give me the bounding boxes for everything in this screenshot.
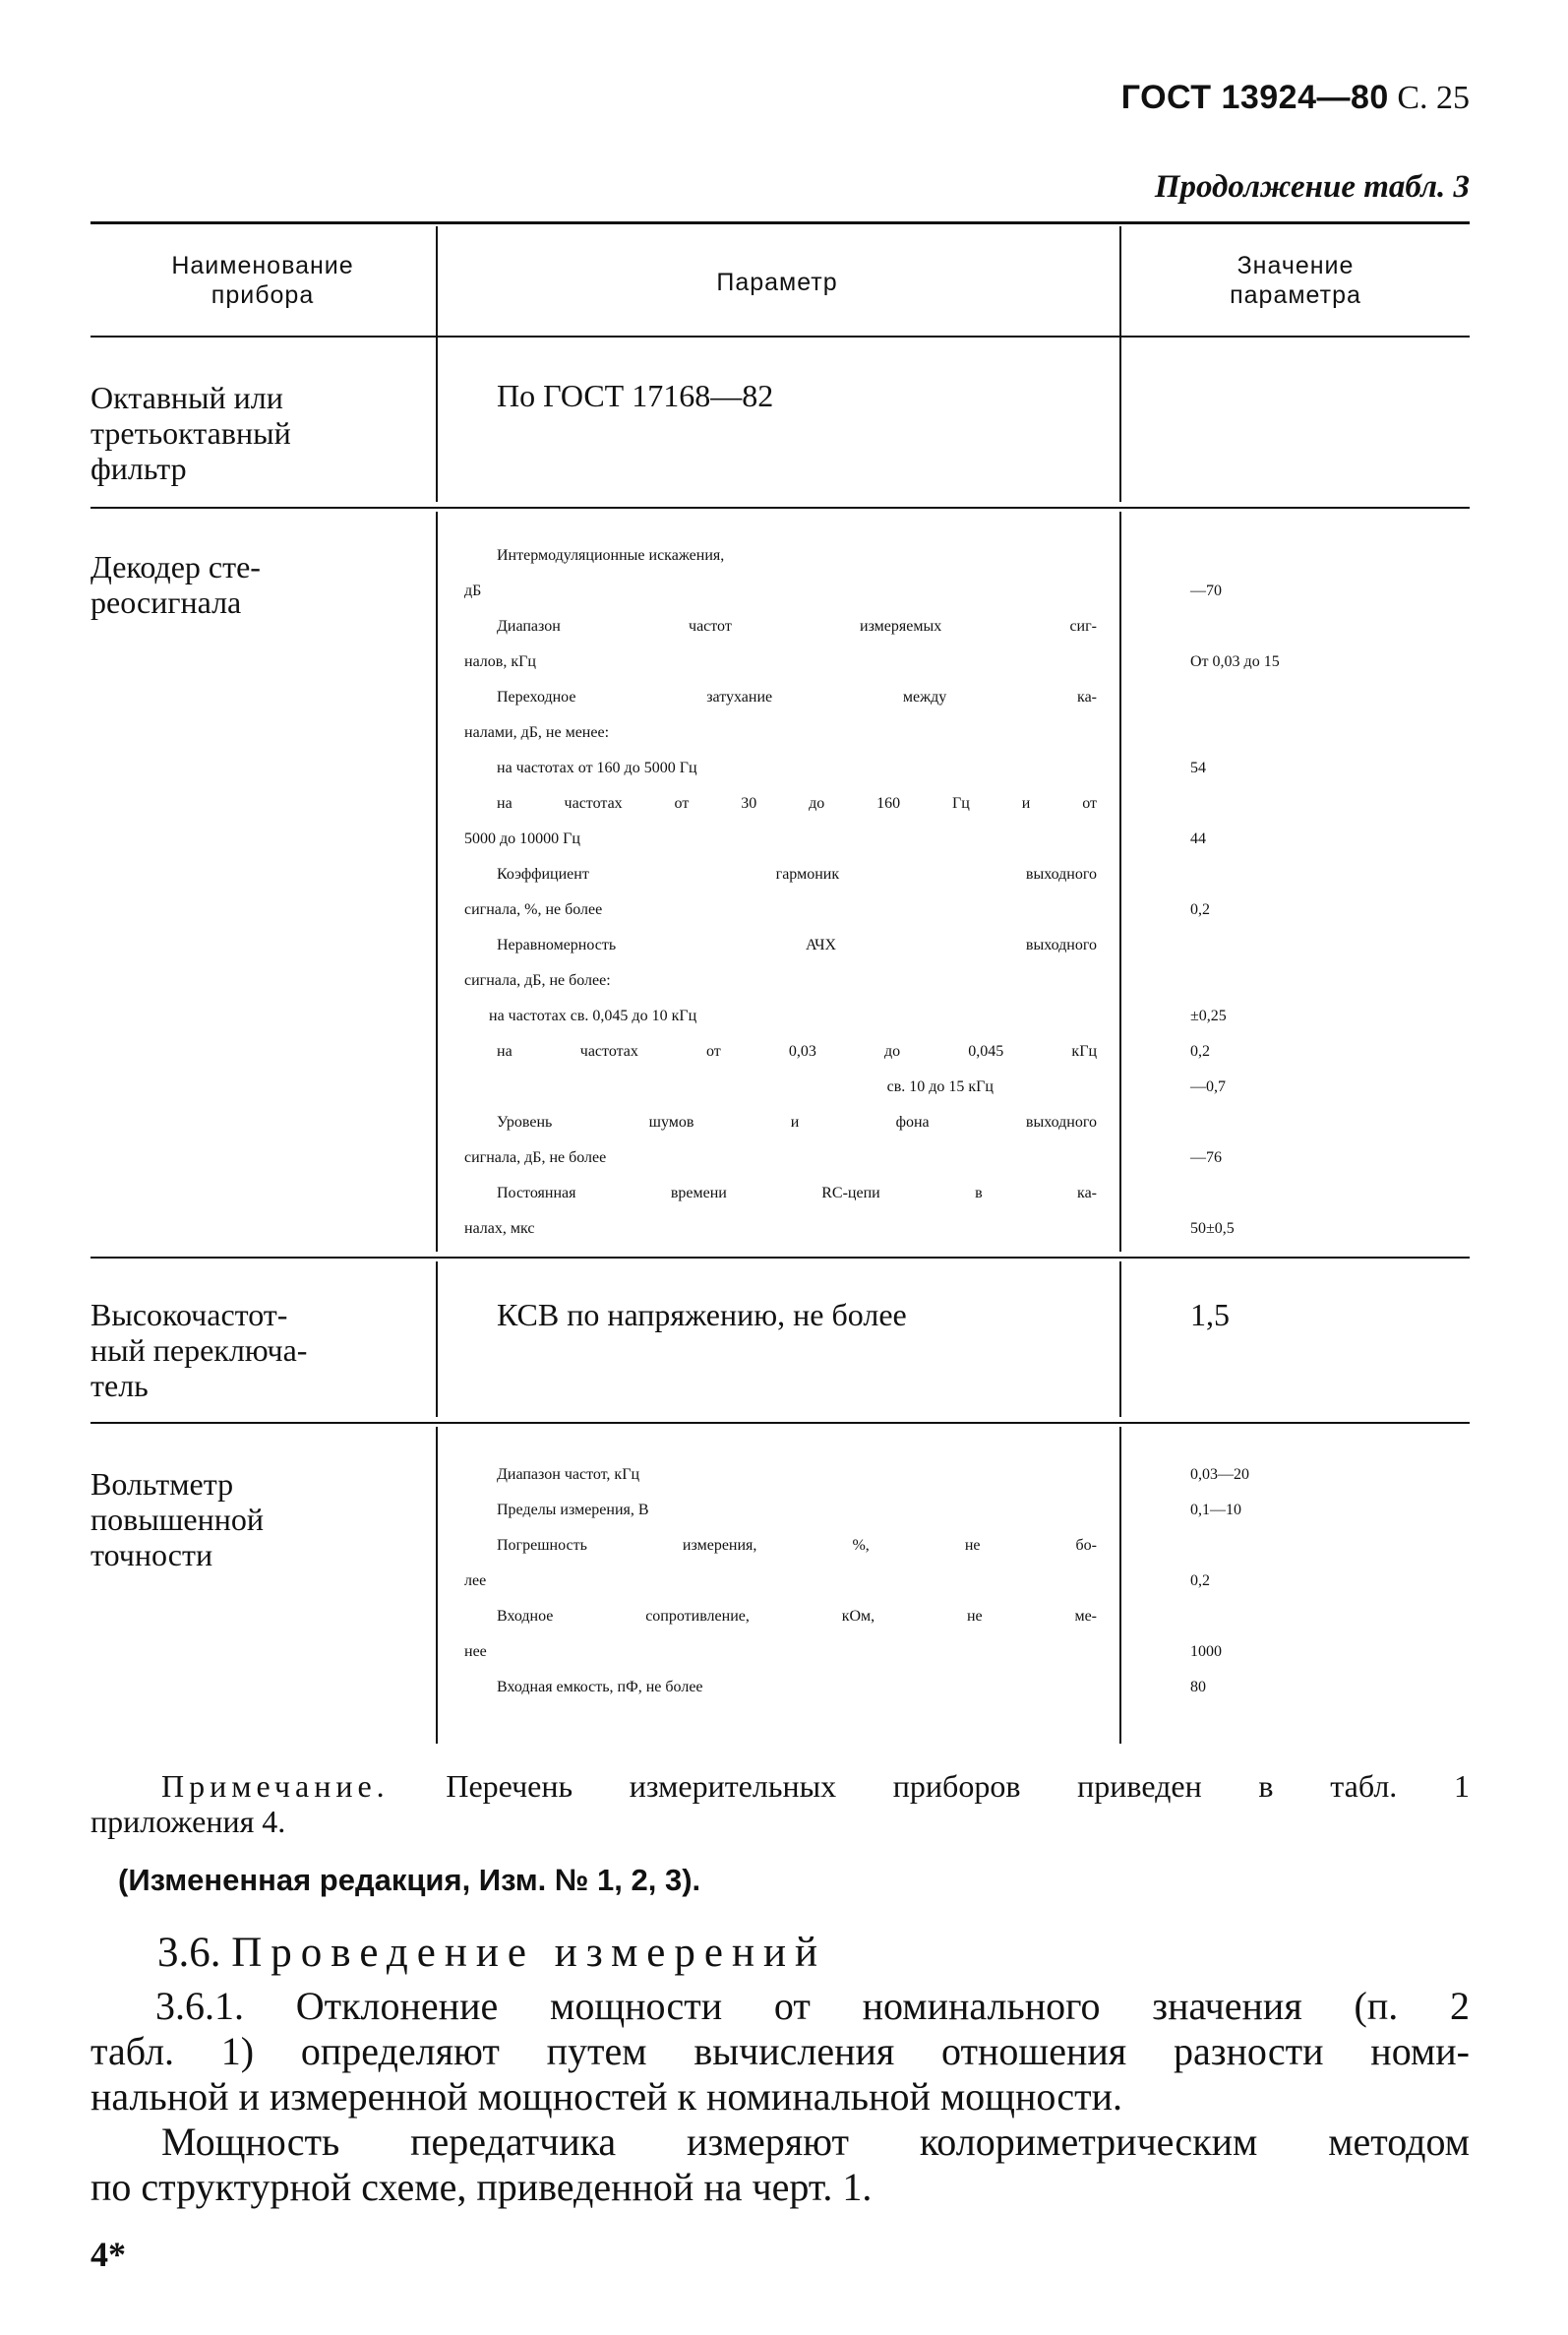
table-note — [90, 1768, 1470, 1839]
device-line: точности — [90, 1537, 213, 1572]
param-line: дБ — [464, 583, 482, 599]
value-line: —70 — [1190, 583, 1222, 599]
value-line: 80 — [1190, 1679, 1206, 1695]
param-line: сигнала, %, не более — [464, 901, 603, 918]
paragraph-line: табл. 1) определяют путем вычисления отношения разности номи- — [90, 2029, 1470, 2073]
device-line: Вольтметр — [90, 1466, 234, 1502]
param-line: сигнала, дБ, не более: — [464, 972, 611, 989]
param-line: Постоянная времени RC-цепи в ка- — [497, 1185, 1097, 1201]
device-line: реосигнала — [90, 584, 242, 620]
header-value-line2: параметра — [1230, 281, 1361, 309]
row-decoder-device — [90, 549, 415, 620]
row-switch-value: 1,5 — [1190, 1297, 1230, 1332]
value-line: От 0,03 до 15 — [1190, 653, 1280, 670]
param-line: Входная емкость, пФ, не более — [497, 1679, 703, 1695]
header-device — [90, 251, 435, 310]
device-line: Высокочастот- — [90, 1297, 288, 1332]
value-line: —76 — [1190, 1149, 1222, 1166]
table-top-rule — [90, 221, 1470, 224]
header-parameter: Параметр — [716, 269, 838, 296]
device-line: ный переключа- — [90, 1332, 308, 1368]
paragraph-line: Мощность передатчика измеряют колориметрическим методом — [161, 2120, 1470, 2164]
value-line: 44 — [1190, 830, 1206, 847]
param-line: св. 10 до 15 кГц — [886, 1078, 994, 1095]
row-switch-param: КСВ по напряжению, не более — [497, 1297, 907, 1332]
section-heading — [157, 1929, 826, 1977]
header-device-line1: Наименование — [171, 252, 354, 279]
param-line: Переходное затухание между ка- — [497, 689, 1097, 706]
col-divider-1d — [436, 1427, 438, 1744]
param-line: налов, кГц — [464, 653, 536, 670]
param-line: на частотах от 0,03 до 0,045 кГц — [497, 1043, 1097, 1060]
page-number: С. 25 — [1397, 80, 1470, 116]
param-line: на частотах от 160 до 5000 Гц — [497, 760, 697, 776]
row-voltmeter-device — [90, 1466, 415, 1572]
row-rule-3 — [90, 1422, 1470, 1424]
param-line: налах, мкс — [464, 1220, 535, 1237]
device-line: тель — [90, 1368, 149, 1403]
note-line-2: приложения 4. — [90, 1804, 286, 1839]
value-line: 54 — [1190, 760, 1206, 776]
row-switch-device — [90, 1297, 415, 1403]
param-line: сигнала, дБ, не более — [464, 1149, 607, 1166]
col-divider-2c — [1119, 1261, 1121, 1417]
param-line: Интермодуляционные искажения, — [497, 547, 725, 564]
amendment-note: (Измененная редакция, Изм. № 1, 2, 3). — [118, 1863, 701, 1897]
device-line: Октавный или — [90, 380, 283, 415]
section-number: 3.6. — [157, 1930, 221, 1976]
value-line: 0,2 — [1190, 901, 1210, 918]
col-divider-2d — [1119, 1427, 1121, 1744]
note-label: Примечание. — [161, 1768, 390, 1804]
paragraph-1 — [90, 1984, 1470, 2120]
param-line: Входное сопротивление, кОм, не ме- — [497, 1608, 1097, 1625]
row-filter-param: По ГОСТ 17168—82 — [497, 378, 774, 413]
value-line: ±0,25 — [1190, 1008, 1227, 1024]
value-line: 50±0,5 — [1190, 1220, 1235, 1237]
signature-mark: 4* — [90, 2235, 126, 2274]
value-line: 0,2 — [1190, 1572, 1210, 1589]
row-rule-2 — [90, 1257, 1470, 1259]
device-line: фильтр — [90, 451, 187, 486]
note-line-1 — [90, 1768, 1470, 1804]
device-line: Декодер сте- — [90, 549, 261, 584]
param-line: Уровень шумов и фона выходного — [497, 1114, 1097, 1131]
paragraph-line: 3.6.1. Отклонение мощности от номинального значения (п. 2 — [155, 1984, 1470, 2028]
paragraph-line: по структурной схеме, приведенной на черт. 1. — [90, 2165, 873, 2209]
value-line: 1000 — [1190, 1643, 1222, 1660]
value-line: 0,03—20 — [1190, 1466, 1249, 1483]
param-line: нее — [464, 1643, 487, 1660]
param-line: Пределы измерения, В — [497, 1502, 649, 1518]
row-filter-device — [90, 380, 415, 486]
param-line: Диапазон частот, кГц — [497, 1466, 640, 1483]
param-line: Коэффициент гармоник выходного — [497, 866, 1097, 883]
value-line: 0,1—10 — [1190, 1502, 1241, 1518]
header-device-line2: прибора — [211, 281, 315, 309]
param-line: лее — [464, 1572, 487, 1589]
page-header — [1121, 79, 1470, 117]
paragraph-2 — [90, 2120, 1470, 2210]
param-line: 5000 до 10000 Гц — [464, 830, 580, 847]
param-line: на частотах св. 0,045 до 10 кГц — [489, 1008, 697, 1024]
col-divider-2b — [1119, 512, 1121, 1252]
note-text: Перечень измерительных приборов приведен в табл. 1 — [446, 1768, 1471, 1804]
standard-number: ГОСТ 13924—80 — [1120, 79, 1389, 116]
param-line: Неравномерность АЧХ выходного — [497, 937, 1097, 953]
param-line: Диапазон частот измеряемых сиг- — [497, 618, 1097, 635]
param-line: на частотах от 30 до 160 Гц и от — [497, 795, 1097, 812]
section-title: Проведение измерений — [231, 1930, 827, 1976]
table-caption: Продолжение табл. 3 — [1154, 169, 1470, 205]
device-line: третьоктавный — [90, 415, 291, 451]
value-line: —0,7 — [1190, 1078, 1226, 1095]
param-line: налами, дБ, не менее: — [464, 724, 610, 741]
paragraph-line: нальной и измеренной мощностей к номинальной мощности. — [90, 2074, 1123, 2119]
value-line: 0,2 — [1190, 1043, 1210, 1060]
col-divider-1b — [436, 512, 438, 1252]
col-divider-1c — [436, 1261, 438, 1417]
header-value-line1: Значение — [1236, 252, 1355, 279]
device-line: повышенной — [90, 1502, 264, 1537]
header-value — [1121, 251, 1470, 310]
row-rule-1 — [90, 507, 1470, 509]
header-rule — [90, 336, 1470, 338]
param-line: Погрешность измерения, %, не бо- — [497, 1537, 1097, 1554]
